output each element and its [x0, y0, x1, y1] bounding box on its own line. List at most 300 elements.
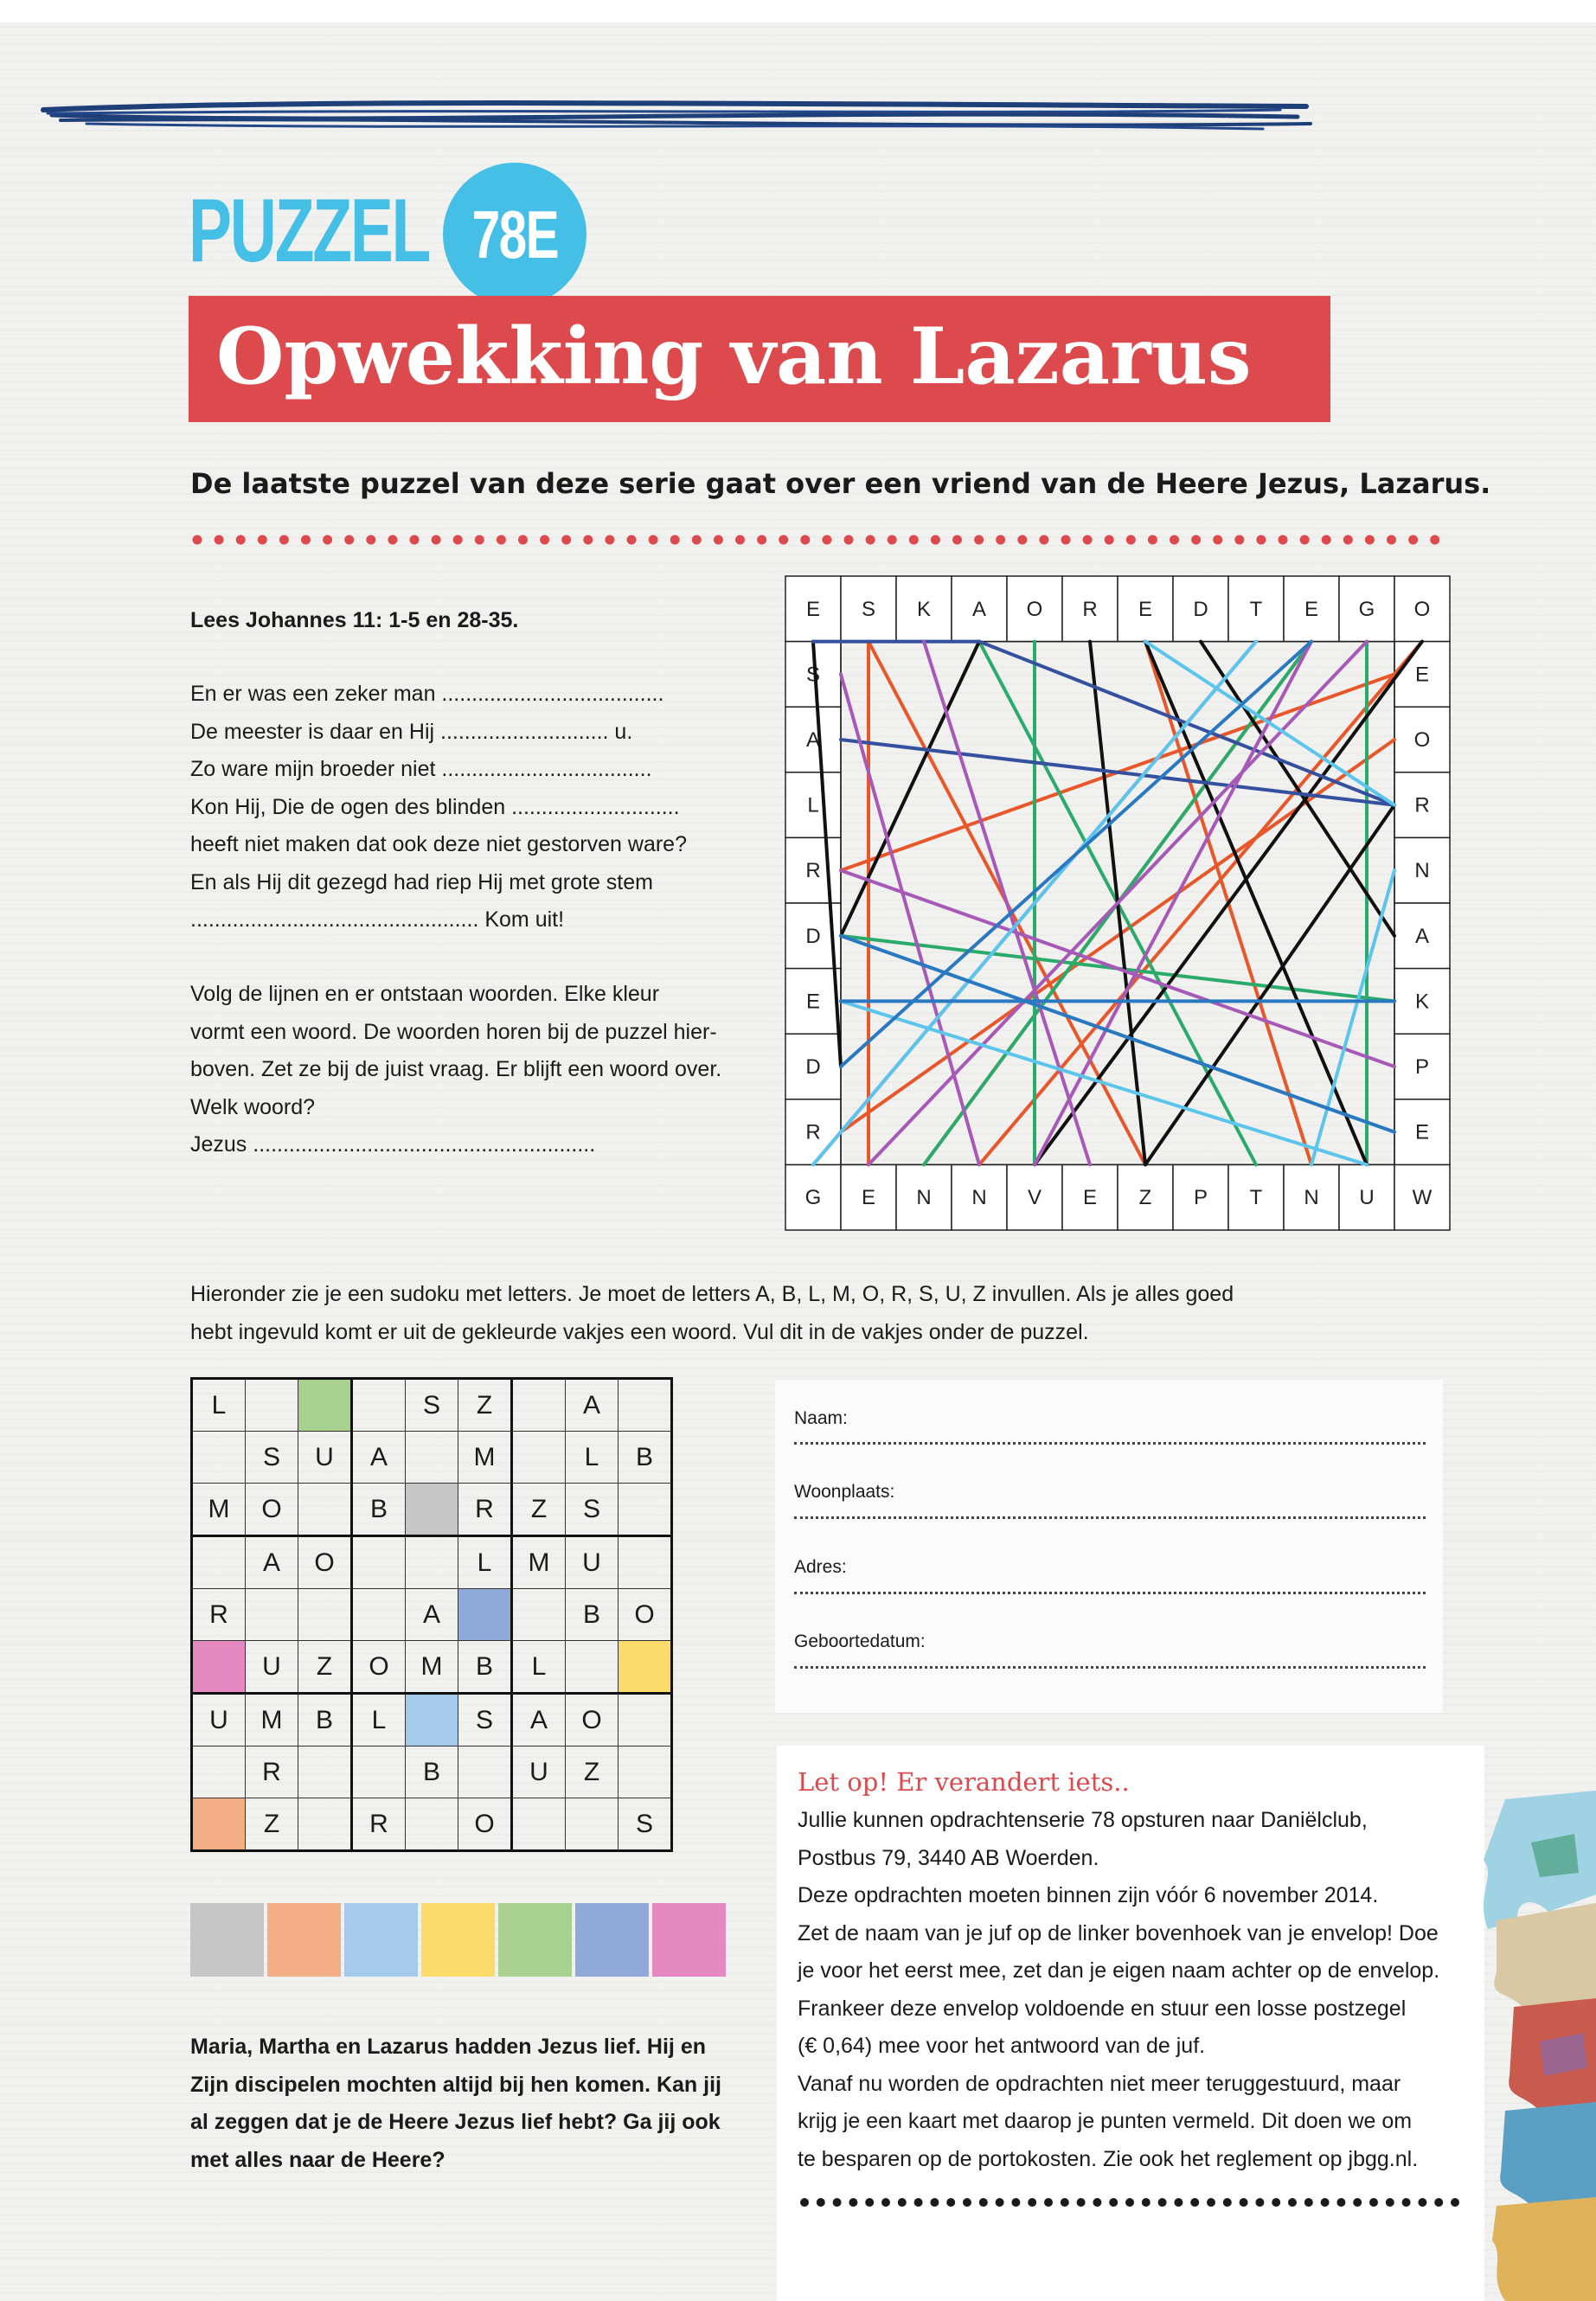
divider-dot: [1279, 535, 1288, 545]
sudoku-cell: O: [458, 1798, 512, 1851]
letter-box-letter: L: [807, 793, 819, 817]
letter-box-letter: N: [1414, 859, 1430, 883]
place-field[interactable]: [794, 1516, 1426, 1519]
letter-box-letter: S: [805, 663, 821, 687]
sudoku-cell: M: [458, 1432, 512, 1484]
sudoku-cell: L: [192, 1379, 246, 1432]
divider-dot: [561, 535, 571, 545]
letter-box-letter: E: [1414, 663, 1430, 687]
sudoku-cell: Z: [512, 1484, 566, 1536]
divider-dot: [996, 2198, 1004, 2207]
divider-dot: [1256, 535, 1266, 545]
sudoku-cell[interactable]: [512, 1432, 566, 1484]
divider-dot: [518, 535, 528, 545]
answer-box[interactable]: [575, 1903, 649, 1977]
letter-box-letter: D: [805, 924, 821, 948]
sudoku-cell[interactable]: [192, 1747, 246, 1798]
instruction-line: vormt een woord. De woorden horen bij de puzzel hier-: [190, 1019, 717, 1044]
puzzle-line-orange: [841, 740, 1394, 1132]
series-badge-text: 78E: [471, 195, 558, 272]
letter-box-letter: A: [971, 597, 987, 621]
notice-body: [798, 1802, 1439, 2178]
divider-dot: [1234, 535, 1244, 545]
sudoku-cell[interactable]: [298, 1589, 352, 1641]
sudoku-cell: M: [406, 1641, 458, 1694]
divider-dot: [931, 535, 940, 545]
sudoku-cell[interactable]: [352, 1589, 406, 1641]
sudoku-cell[interactable]: [566, 1798, 619, 1851]
answer-box[interactable]: [652, 1903, 726, 1977]
entry-form: [775, 1380, 1443, 1713]
notice-line: Deze opdrachten moeten binnen zijn vóór 6 november 2014.: [798, 1883, 1379, 1907]
sudoku-cell[interactable]: [406, 1432, 458, 1484]
answer-box[interactable]: [344, 1903, 418, 1977]
divider-dot: [1300, 535, 1310, 545]
answer-box[interactable]: [267, 1903, 341, 1977]
sudoku-cell: O: [246, 1484, 298, 1536]
letter-box-letter: E: [1414, 1120, 1430, 1144]
sudoku-cell: Z: [246, 1798, 298, 1851]
sudoku-cell[interactable]: [512, 1798, 566, 1851]
birthdate-label: Geboortedatum:: [794, 1631, 926, 1651]
letter-box-letter: Z: [1138, 1186, 1152, 1210]
sudoku-cell: U: [192, 1694, 246, 1747]
divider-dot: [898, 2198, 907, 2207]
closing-line: Maria, Martha en Lazarus hadden Jezus lief. Hij en: [190, 2035, 706, 2059]
divider-dot: [692, 535, 702, 545]
letter-box-letter: P: [1193, 1186, 1208, 1210]
divider-dot: [865, 2198, 874, 2207]
divider-dot: [497, 535, 506, 545]
lines-instructions: [190, 976, 721, 1164]
notice-line: Vanaf nu worden de opdrachten niet meer teruggestuurd, maar: [798, 2071, 1401, 2096]
letter-box-letter: A: [1414, 924, 1430, 948]
reading-reference: Lees Johannes 11: 1-5 en 28-35.: [190, 608, 519, 632]
divider-dot: [1369, 2198, 1378, 2207]
divider-dot: [1304, 2198, 1313, 2207]
sudoku-cell[interactable]: [619, 1379, 672, 1432]
sudoku-cell: B: [566, 1589, 619, 1641]
sudoku-cell: O: [352, 1641, 406, 1694]
divider-dot: [930, 2198, 939, 2207]
divider-dot: [1321, 2198, 1330, 2207]
divider-dot: [996, 535, 1005, 545]
divider-dot: [1105, 535, 1114, 545]
notice-title: Let op! Er verandert iets..: [798, 1767, 1130, 1797]
divider-dot: [800, 2198, 809, 2207]
sudoku-cell: M: [246, 1694, 298, 1747]
answer-box[interactable]: [421, 1903, 495, 1977]
divider-dot: [1272, 2198, 1280, 2207]
divider-dot: [344, 535, 354, 545]
sudoku-instructions: [190, 1276, 1234, 1351]
birthdate-field[interactable]: [794, 1666, 1426, 1669]
sudoku-row: [192, 1536, 672, 1589]
closing-line: met alles naar de Heere?: [190, 2147, 445, 2172]
intro-text: De laatste puzzel van deze serie gaat over een vriend van de Heere Jezus, Lazarus.: [190, 467, 1491, 500]
sudoku-row: [192, 1798, 672, 1851]
letter-box-letter: R: [1414, 793, 1430, 817]
divider-dot: [1011, 2198, 1020, 2207]
divider-dot: [1061, 2198, 1069, 2207]
sudoku-cell: L: [512, 1641, 566, 1694]
sudoku-cell: L: [566, 1432, 619, 1484]
sudoku-cell[interactable]: [406, 1798, 458, 1851]
sudoku-cell: A: [352, 1432, 406, 1484]
puzzle-line-black: [1035, 642, 1422, 1165]
sudoku-cell[interactable]: [298, 1484, 352, 1536]
divider-dot: [1148, 535, 1157, 545]
sudoku-cell: R: [352, 1798, 406, 1851]
divider-dot: [1039, 535, 1048, 545]
divider-dot: [1255, 2198, 1264, 2207]
sudoku-cell: Z: [566, 1747, 619, 1798]
divider-dot: [1387, 535, 1396, 545]
puzzle-pieces-image: [1471, 1791, 1596, 2301]
divider-dot: [844, 535, 854, 545]
puzzle-line-black: [1145, 805, 1394, 1165]
divider-dot: [1451, 2198, 1459, 2207]
question-line: ................................................ Kom uit!: [190, 907, 565, 932]
divider-dot: [800, 535, 810, 545]
sudoku-cell: S: [246, 1432, 298, 1484]
sudoku-cell: S: [406, 1379, 458, 1432]
letter-box-letter: E: [805, 990, 821, 1014]
divider-dot: [301, 535, 311, 545]
divider-dot: [670, 535, 680, 545]
divider-dot: [849, 2198, 857, 2207]
divider-dot: [1125, 2198, 1134, 2207]
divider-dot: [914, 2198, 923, 2207]
answer-box[interactable]: [498, 1903, 572, 1977]
letter-box-letter: D: [805, 1055, 821, 1079]
sudoku-cell[interactable]: [619, 1641, 672, 1694]
sudoku-row: [192, 1379, 672, 1432]
divider-dot: [649, 535, 658, 545]
divider-dot: [1174, 2198, 1183, 2207]
sudoku-cell: S: [458, 1694, 512, 1747]
puzzle-line-lightblue: [841, 1001, 1367, 1164]
divider-dot: [1109, 2198, 1118, 2207]
sudoku-cell: B: [298, 1694, 352, 1747]
divider-dot: [1434, 2198, 1443, 2207]
sudoku-cell: R: [458, 1484, 512, 1536]
divider-dot: [1044, 2198, 1053, 2207]
sudoku-cell[interactable]: [619, 1747, 672, 1798]
sudoku-cell: U: [512, 1747, 566, 1798]
divider-dot: [1343, 535, 1353, 545]
notice-line: Postbus 79, 3440 AB Woerden.: [798, 1845, 1099, 1870]
divider-dot: [1240, 2198, 1248, 2207]
divider-dot: [475, 535, 484, 545]
notice-line: Jullie kunnen opdrachtenserie 78 opsturen naar Daniëlclub,: [798, 1808, 1368, 1832]
sudoku-cell: S: [566, 1484, 619, 1536]
letter-box-letter: W: [1412, 1186, 1433, 1210]
address-field[interactable]: [794, 1592, 1426, 1594]
divider-dot: [1191, 535, 1201, 545]
divider-dot: [1017, 535, 1027, 545]
instruction-line: Hieronder zie je een sudoku met letters. Je moet de letters A, B, L, M, O, R, S, U, Z invullen. Als je alles goed: [190, 1282, 1234, 1306]
divider-dot: [366, 535, 375, 545]
sudoku-cell[interactable]: [619, 1484, 672, 1536]
brand-puzzel: PUZZEL: [189, 181, 430, 281]
divider-dot: [1083, 535, 1093, 545]
letter-box-letter: R: [1082, 597, 1098, 621]
letter-box-letter: E: [861, 1186, 876, 1210]
answer-box[interactable]: [190, 1903, 264, 1977]
letter-box-letter: R: [805, 1120, 821, 1144]
sudoku-cell[interactable]: [192, 1536, 246, 1589]
divider-dot: [974, 535, 984, 545]
dotted-divider-bottom: [798, 2193, 1464, 2212]
divider-dot: [963, 2198, 971, 2207]
divider-dot: [432, 535, 441, 545]
letter-box-letter: O: [1026, 597, 1043, 621]
divider-dot: [1061, 535, 1071, 545]
notice-line: (€ 0,64) mee voor het antwoord van de juf.: [798, 2034, 1206, 2058]
sudoku-cell: A: [406, 1589, 458, 1641]
name-label: Naam:: [794, 1408, 848, 1428]
divider-dot: [952, 535, 962, 545]
divider-dot: [817, 2198, 825, 2207]
letter-box-letter: T: [1249, 597, 1263, 621]
sudoku-cell[interactable]: [458, 1589, 512, 1641]
sudoku-cell: M: [512, 1536, 566, 1589]
letter-box-letter: A: [805, 728, 821, 752]
sudoku-cell: R: [192, 1589, 246, 1641]
puzzle-line-lightblue: [1311, 870, 1394, 1164]
divider-dot: [410, 535, 420, 545]
question-line: Zo ware mijn broeder niet ...................................: [190, 757, 652, 781]
sudoku-cell: B: [406, 1747, 458, 1798]
divider-dot: [215, 535, 224, 545]
divider-dot: [822, 535, 831, 545]
letter-box-letter: R: [805, 859, 821, 883]
sudoku-cell[interactable]: [619, 1536, 672, 1589]
letter-box-letter: K: [1414, 990, 1430, 1014]
letter-box-letter: P: [1414, 1055, 1430, 1079]
divider-dot: [279, 535, 289, 545]
notice-line: krijg je een kaart met daarop je punten vermeld. Dit doen we om: [798, 2109, 1413, 2133]
letter-box-letter: K: [916, 597, 932, 621]
dotted-divider-top: [190, 530, 1453, 549]
sudoku-cell[interactable]: [192, 1432, 246, 1484]
sudoku-cell[interactable]: [246, 1379, 298, 1432]
sudoku-cell[interactable]: [298, 1747, 352, 1798]
notice-line: Zet de naam van je juf op de linker bovenhoek van je envelop! Doe: [798, 1920, 1439, 1945]
divider-dot: [540, 535, 549, 545]
letter-box-letter: G: [804, 1186, 822, 1210]
instruction-line: Jezus .........................................................: [190, 1132, 596, 1157]
letter-box-letter: E: [805, 597, 821, 621]
divider-dot: [1213, 535, 1222, 545]
divider-dot: [714, 535, 723, 545]
sudoku-cell[interactable]: [298, 1798, 352, 1851]
sudoku-cell: O: [298, 1536, 352, 1589]
letter-box-letter: S: [861, 597, 876, 621]
letter-box-letter: E: [1304, 597, 1319, 621]
sudoku-cell[interactable]: [352, 1747, 406, 1798]
sudoku-cell[interactable]: [512, 1589, 566, 1641]
sudoku-cell: A: [566, 1379, 619, 1432]
place-label: Woonplaats:: [794, 1482, 895, 1502]
sudoku-cell: O: [619, 1589, 672, 1641]
sudoku-row: [192, 1589, 672, 1641]
divider-dot: [1093, 2198, 1101, 2207]
divider-dot: [1077, 2198, 1086, 2207]
question-line: heeft niet maken dat ook deze niet gestorven ware?: [190, 832, 687, 856]
sudoku-cell: S: [619, 1798, 672, 1851]
notice-line: je voor het eerst mee, zet dan je eigen naam achter op de envelop.: [798, 1958, 1440, 1983]
sudoku-cell[interactable]: [406, 1484, 458, 1536]
sudoku-cell[interactable]: [566, 1641, 619, 1694]
divider-dot: [453, 535, 463, 545]
divider-dot: [258, 535, 267, 545]
divider-dot: [946, 2198, 955, 2207]
sudoku-cell: M: [192, 1484, 246, 1536]
sudoku-row: [192, 1641, 672, 1694]
sudoku-cell[interactable]: [246, 1589, 298, 1641]
sudoku-cell[interactable]: [298, 1379, 352, 1432]
sudoku-cell: U: [298, 1432, 352, 1484]
divider-dot: [979, 2198, 988, 2207]
divider-dot: [1418, 2198, 1426, 2207]
divider-dot: [1190, 2198, 1199, 2207]
instruction-line: boven. Zet ze bij de juist vraag. Er blijft een woord over.: [190, 1057, 722, 1081]
instruction-line: hebt ingevuld komt er uit de gekleurde vakjes een woord. Vul dit in de vakjes onder de puzzel.: [190, 1319, 1089, 1344]
instruction-line: Volg de lijnen en er ontstaan woorden. Elke kleur: [190, 982, 660, 1006]
series-badge: [443, 163, 586, 306]
divider-dot: [605, 535, 614, 545]
sudoku-cell[interactable]: [406, 1694, 458, 1747]
closing-question: [190, 2029, 721, 2179]
divider-dot: [1353, 2198, 1362, 2207]
sudoku-cell[interactable]: [352, 1536, 406, 1589]
divider-dot: [909, 535, 919, 545]
divider-dot: [779, 535, 788, 545]
letter-box-letter: N: [916, 1186, 932, 1210]
sudoku-row: [192, 1484, 672, 1536]
sudoku-cell[interactable]: [619, 1694, 672, 1747]
question-line: En er was een zeker man .....................................: [190, 682, 664, 706]
divider-dot: [1170, 535, 1179, 545]
scribble-decoration: [35, 91, 1315, 143]
closing-line: Zijn discipelen mochten altijd bij hen komen. Kan jij: [190, 2072, 721, 2097]
divider-dot: [1158, 2198, 1167, 2207]
bible-text-questions: [190, 676, 687, 939]
name-field[interactable]: [794, 1442, 1426, 1445]
sudoku-cell: U: [566, 1536, 619, 1589]
sudoku-cell: B: [619, 1432, 672, 1484]
letter-box-letter: E: [1138, 597, 1153, 621]
question-line: En als Hij dit gezegd had riep Hij met grote stem: [190, 869, 653, 894]
letter-box-letter: G: [1358, 597, 1375, 621]
divider-dot: [193, 535, 202, 545]
sudoku-cell[interactable]: [192, 1798, 246, 1851]
puzzle-line-black: [841, 642, 979, 936]
divider-dot: [833, 2198, 842, 2207]
divider-dot: [866, 535, 875, 545]
letter-box-letter: N: [1304, 1186, 1319, 1210]
sudoku-row: [192, 1432, 672, 1484]
divider-dot: [1142, 2198, 1151, 2207]
sudoku-cell[interactable]: [458, 1747, 512, 1798]
answer-boxes: [190, 1903, 726, 1977]
notice-line: te besparen op de portokosten. Zie ook het reglement op jbgg.nl.: [798, 2146, 1419, 2171]
divider-dot: [1336, 2198, 1345, 2207]
sudoku-cell: A: [246, 1536, 298, 1589]
lines-puzzle: [785, 575, 1451, 1233]
divider-dot: [323, 535, 332, 545]
top-band: [0, 0, 1596, 22]
letter-box-letter: E: [1082, 1186, 1098, 1210]
divider-dot: [236, 535, 246, 545]
letter-box-letter: U: [1359, 1186, 1375, 1210]
puzzle-line-purple: [924, 642, 1090, 1165]
divider-dot: [1207, 2198, 1215, 2207]
letter-box-letter: O: [1413, 728, 1431, 752]
divider-dot: [1386, 2198, 1394, 2207]
notice-line: Frankeer deze envelop voldoende en stuur een losse postzegel: [798, 1996, 1407, 2021]
sudoku-cell: Z: [458, 1379, 512, 1432]
divider-dot: [388, 535, 397, 545]
letter-box-letter: N: [971, 1186, 987, 1210]
sudoku-cell: O: [566, 1694, 619, 1747]
sudoku-cell: B: [352, 1484, 406, 1536]
sudoku-row: [192, 1747, 672, 1798]
question-line: Kon Hij, Die de ogen des blinden ............................: [190, 794, 680, 819]
letter-box-letter: O: [1413, 597, 1431, 621]
divider-dot: [735, 535, 745, 545]
divider-dot: [1223, 2198, 1232, 2207]
sudoku-cell: U: [246, 1641, 298, 1694]
sudoku-cell: L: [458, 1536, 512, 1589]
sudoku-cell: A: [512, 1694, 566, 1747]
sudoku-cell: Z: [298, 1641, 352, 1694]
sudoku-cell: B: [458, 1641, 512, 1694]
sudoku-cell[interactable]: [512, 1379, 566, 1432]
divider-dot: [1408, 535, 1418, 545]
address-label: Adres:: [794, 1557, 847, 1577]
page-title: Opwekking van Lazarus: [216, 311, 1252, 402]
instruction-line: Welk woord?: [190, 1094, 316, 1119]
divider-dot: [627, 535, 637, 545]
sudoku-cell: L: [352, 1694, 406, 1747]
divider-dot: [1322, 535, 1331, 545]
sudoku-cell: R: [246, 1747, 298, 1798]
divider-dot: [881, 2198, 890, 2207]
divider-dot: [1365, 535, 1375, 545]
divider-dot: [1126, 535, 1136, 545]
closing-line: al zeggen dat je de Heere Jezus lief hebt? Ga jij ook: [190, 2110, 721, 2134]
divider-dot: [1402, 2198, 1411, 2207]
sudoku-cell[interactable]: [192, 1641, 246, 1694]
sudoku-grid: [190, 1377, 673, 1852]
question-line: De meester is daar en Hij ............................ u.: [190, 719, 633, 744]
sudoku-row: [192, 1694, 672, 1747]
divider-dot: [888, 535, 897, 545]
letter-box-letter: T: [1249, 1186, 1263, 1210]
divider-dot: [1288, 2198, 1297, 2207]
divider-dot: [1430, 535, 1439, 545]
divider-dot: [757, 535, 766, 545]
letter-box-letter: D: [1193, 597, 1208, 621]
sudoku-cell[interactable]: [352, 1379, 406, 1432]
divider-dot: [1028, 2198, 1036, 2207]
letter-box-letter: V: [1027, 1186, 1042, 1210]
sudoku-cell[interactable]: [406, 1536, 458, 1589]
divider-dot: [583, 535, 593, 545]
